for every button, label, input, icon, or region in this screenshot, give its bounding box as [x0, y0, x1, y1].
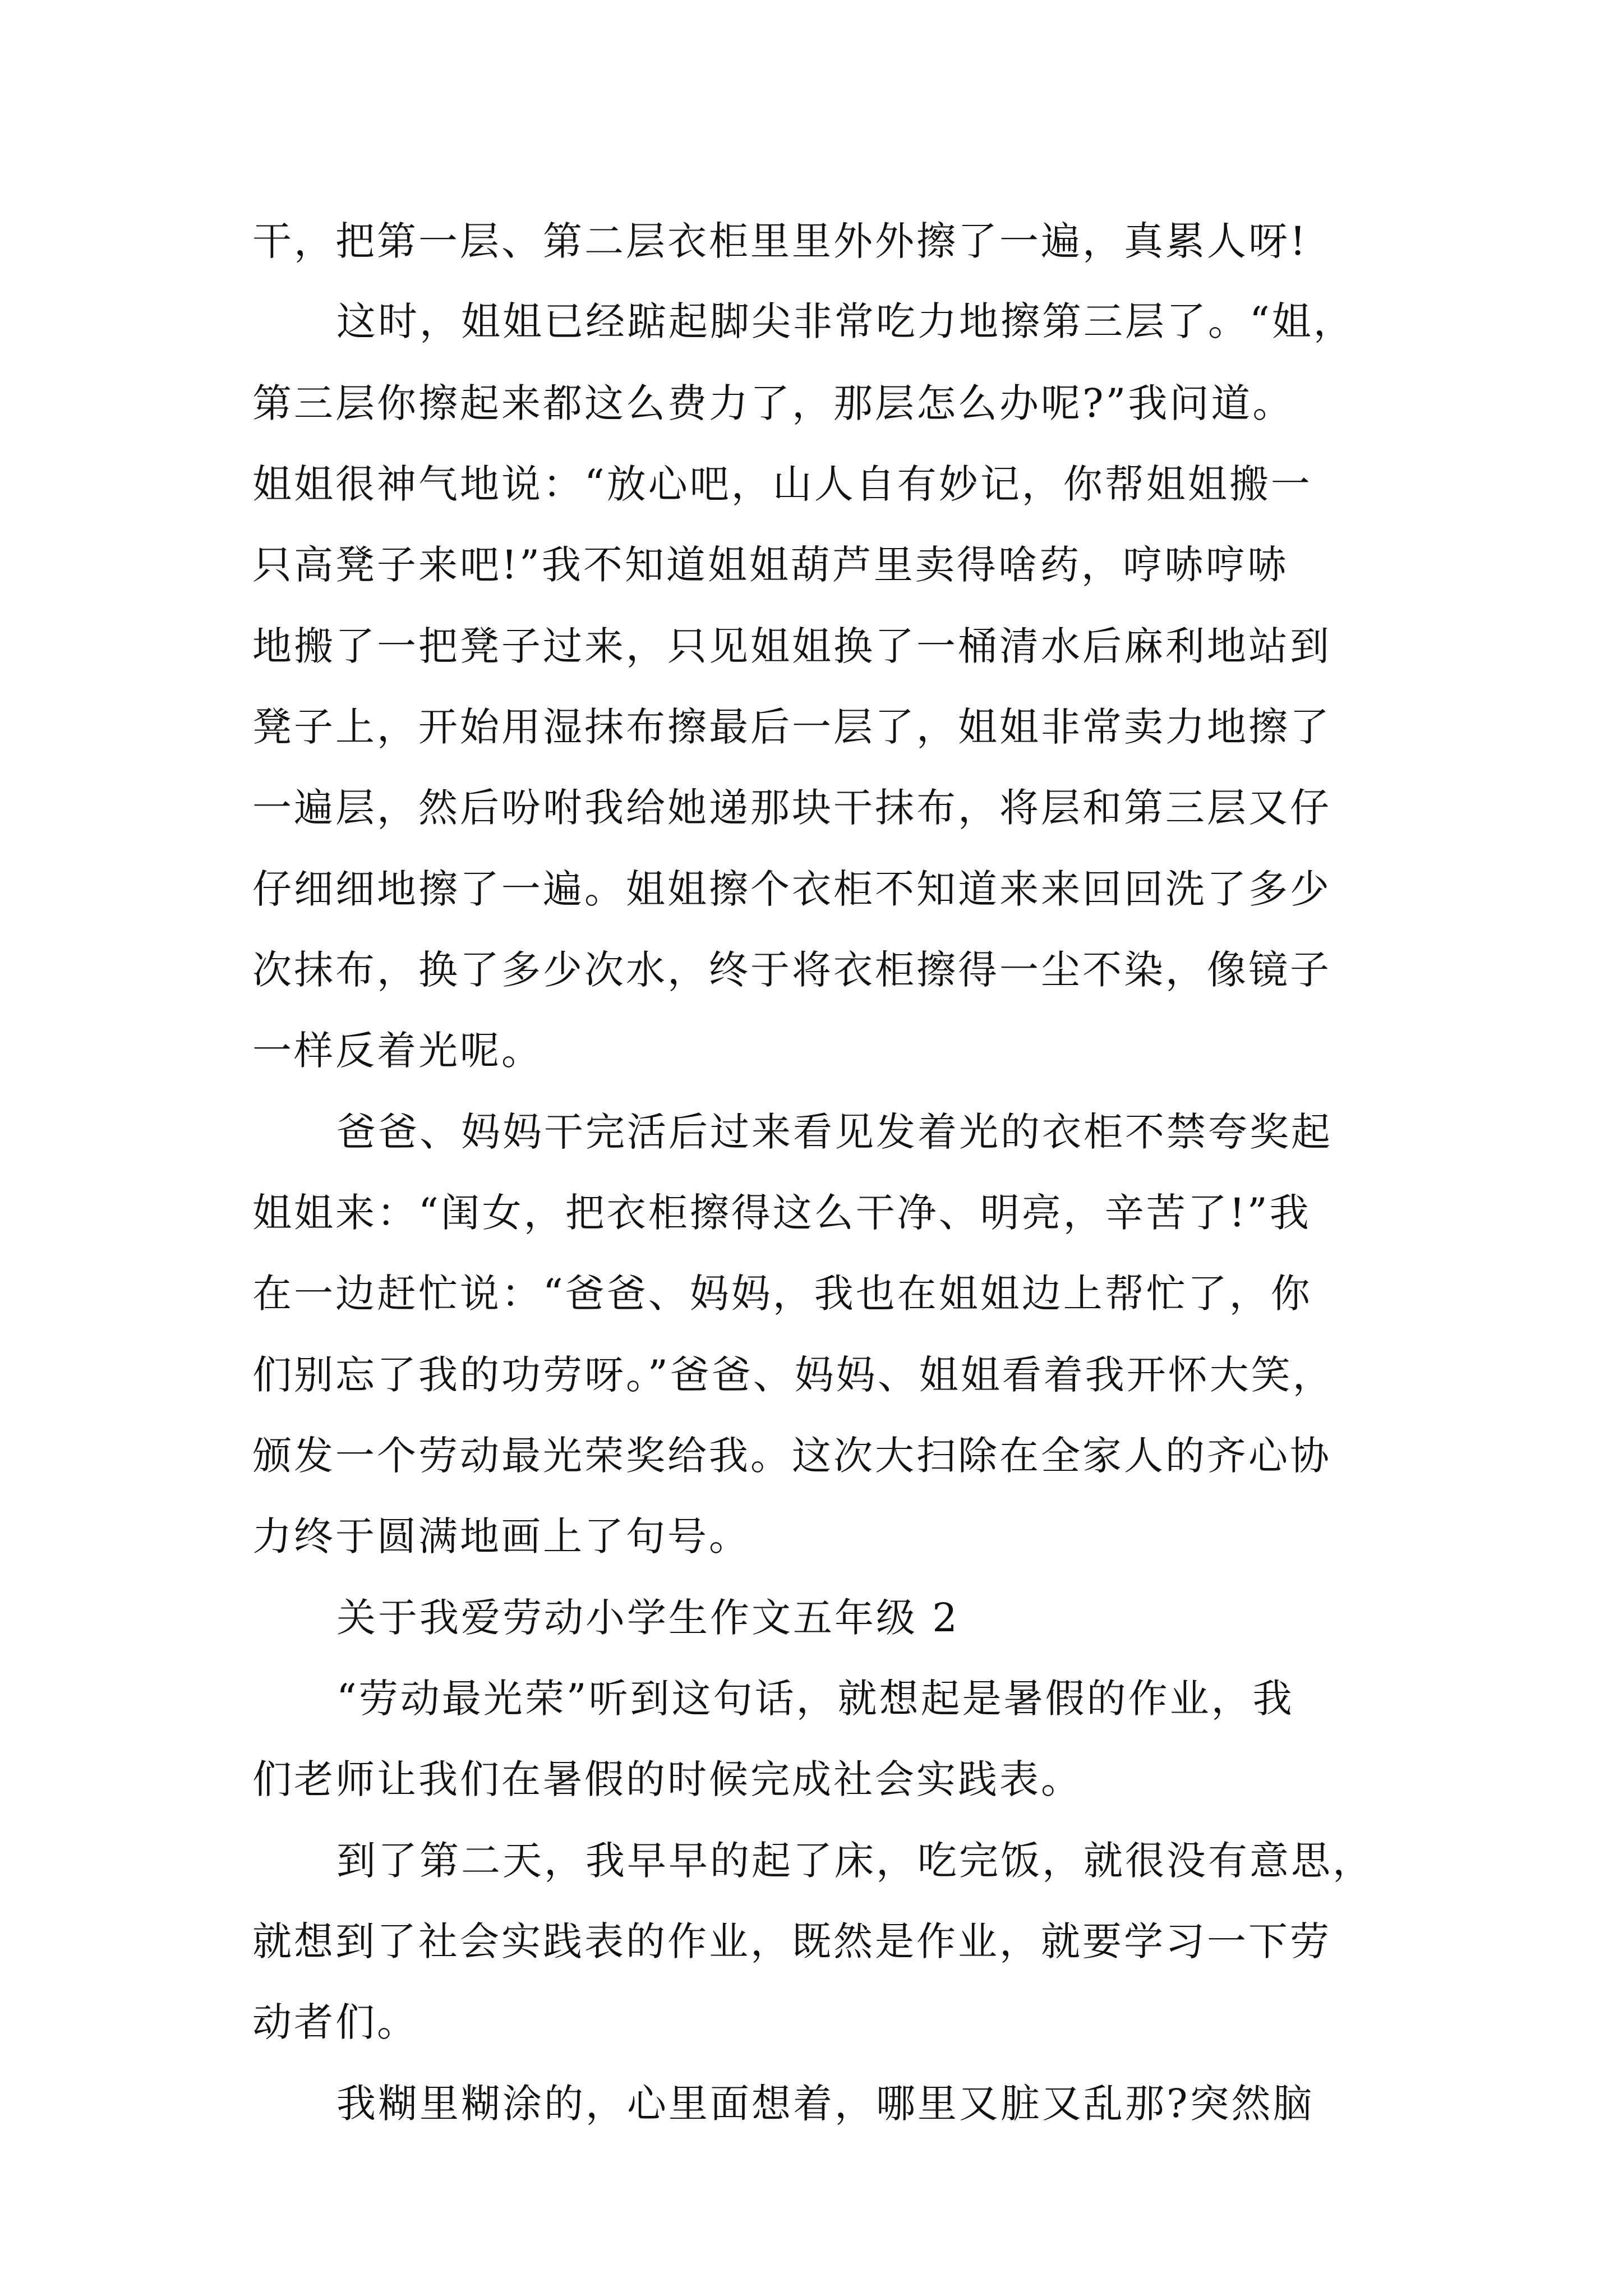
text-line: 就想到了社会实践表的作业，既然是作业，就要学习一下劳 — [252, 1918, 1331, 1964]
text-line: 们老师让我们在暑假的时候完成社会实践表。 — [252, 1756, 1082, 1802]
text-line: 颁发一个劳动最光荣奖给我。这次大扫除在全家人的齐心协 — [252, 1433, 1331, 1479]
text-line: 姐姐来：“闺女，把衣柜擦得这么干净、明亮，辛苦了!”我 — [252, 1190, 1311, 1236]
text-line: 一样反着光呢。 — [252, 1028, 543, 1074]
paragraph-start: 我糊里糊涂的，心里面想着，哪里又脏又乱那?突然脑 — [336, 2081, 1315, 2127]
text-line: 动者们。 — [252, 1999, 418, 2045]
paragraph-start: 这时，姐姐已经踮起脚尖非常吃力地擦第三层了。“姐， — [336, 298, 1355, 344]
text-line: 仔细细地擦了一遍。姐姐擦个衣柜不知道来来回回洗了多少 — [252, 866, 1331, 912]
text-line: 一遍层，然后吩咐我给她递那块干抹布，将层和第三层又仔 — [252, 785, 1331, 831]
text-line: 力终于圆满地画上了句号。 — [252, 1513, 750, 1559]
text-line: 第三层你擦起来都这么费力了，那层怎么办呢?”我问道。 — [252, 380, 1294, 426]
text-line: 凳子上，开始用湿抹布擦最后一层了，姐姐非常卖力地擦了 — [252, 704, 1331, 750]
section-heading: 关于我爱劳动小学生作文五年级 2 — [336, 1595, 960, 1641]
text-line: 姐姐很神气地说：“放心吧，山人自有妙记，你帮姐姐搬一 — [252, 461, 1312, 507]
text-line: 干，把第一层、第二层衣柜里里外外擦了一遍，真累人呀! — [252, 218, 1308, 264]
paragraph-start: 爸爸、妈妈干完活后过来看见发着光的衣柜不禁夸奖起 — [336, 1109, 1332, 1155]
text-line: 次抹布，换了多少次水，终于将衣柜擦得一尘不染，像镜子 — [252, 947, 1331, 993]
text-line: 只高凳子来吧!”我不知道姐姐葫芦里卖得啥药，哼哧哼哧 — [252, 542, 1289, 588]
text-line: 地搬了一把凳子过来，只见姐姐换了一桶清水后麻利地站到 — [252, 623, 1331, 669]
paragraph-start: “劳动最光荣”听到这句话，就想起是暑假的作业，我 — [336, 1676, 1294, 1722]
paragraph-start: 到了第二天，我早早的起了床，吃完饭，就很没有意思， — [336, 1838, 1374, 1884]
text-line: 在一边赶忙说：“爸爸、妈妈，我也在姐姐边上帮忙了，你 — [252, 1271, 1312, 1317]
text-line: 们别忘了我的功劳呀。”爸爸、妈妈、姐姐看着我开怀大笑， — [252, 1352, 1334, 1398]
